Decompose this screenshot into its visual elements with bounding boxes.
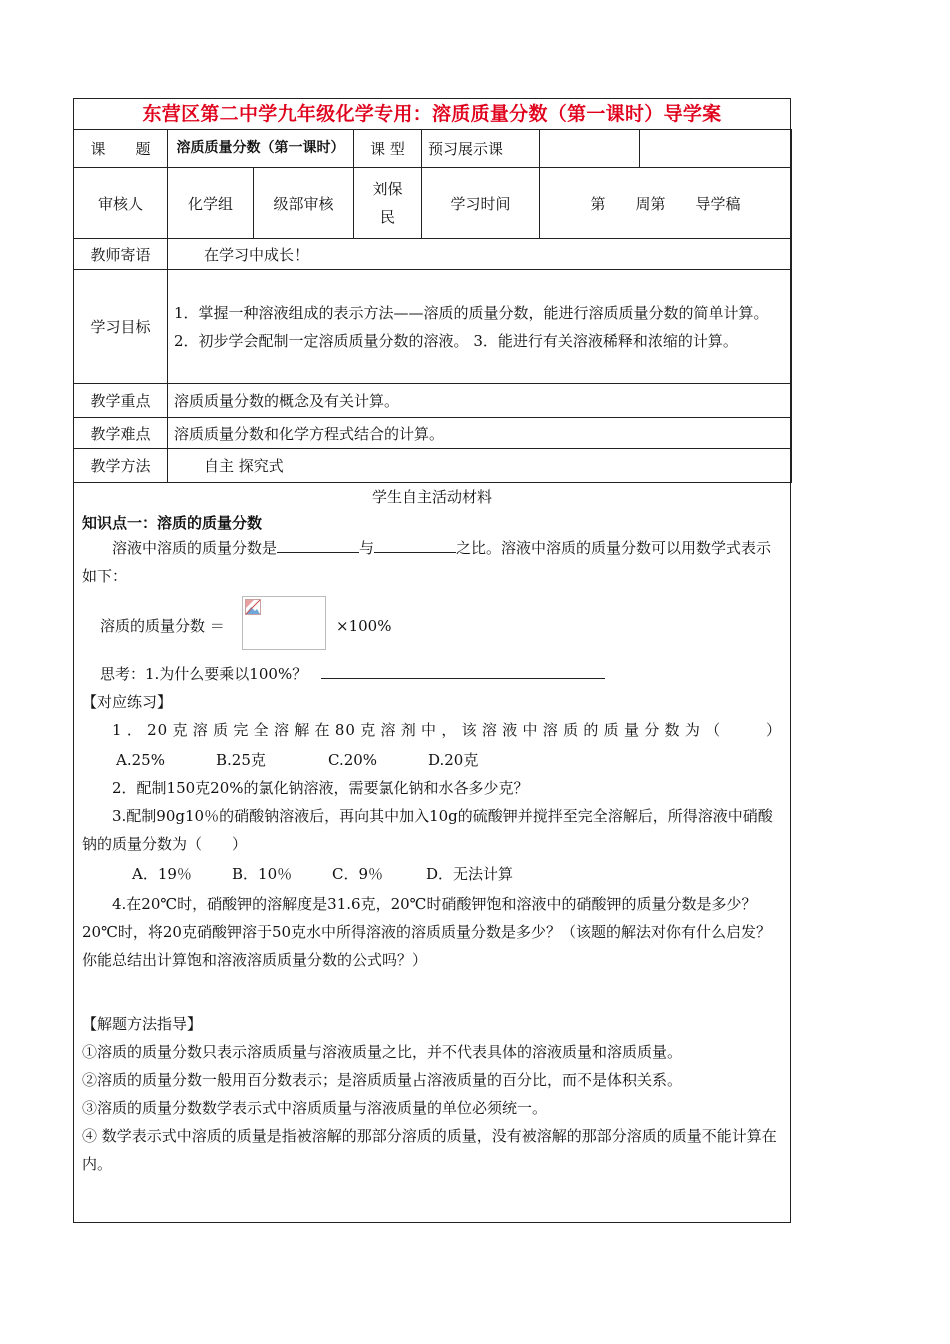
intro-part-c: 之比。溶液中溶质的质量分数可以用数学式表示如下： bbox=[82, 539, 772, 585]
info-row-goal bbox=[74, 270, 792, 384]
broken-image-icon bbox=[245, 599, 261, 615]
dept-value: 刘保民 bbox=[354, 168, 422, 239]
think-text: 思考：1.为什么要乘以100%？ bbox=[100, 665, 308, 683]
intro-part-b: 与 bbox=[359, 539, 375, 557]
guide-1: ①溶质的质量分数只表示溶质质量与溶液质量之比，并不代表具体的溶液质量和溶质质量。 bbox=[82, 1043, 683, 1061]
info-row-course bbox=[74, 130, 792, 168]
teacher-value: 在学习中成长！ bbox=[168, 239, 792, 270]
formula-multiplier: ×100% bbox=[336, 617, 392, 635]
key-label: 教学重点 bbox=[74, 384, 168, 418]
material-section bbox=[74, 482, 790, 1173]
knowledge-point-title: 知识点一：溶质的质量分数 bbox=[82, 514, 263, 532]
question-1: 1．20克溶质完全溶解在80克溶剂中，该溶液中溶质的质量分数为（ ） bbox=[112, 721, 782, 739]
method-value: 自主 探究式 bbox=[168, 449, 792, 483]
worksheet bbox=[73, 98, 791, 1223]
intro-part-a: 溶液中溶质的质量分数是 bbox=[112, 539, 278, 557]
q3-option-a: A．19％ bbox=[132, 865, 192, 883]
formula-label: 溶质的质量分数 ＝ bbox=[100, 617, 225, 635]
think-question bbox=[82, 660, 782, 688]
course-value: 溶质质量分数（第一课时） bbox=[168, 130, 354, 168]
page-title: 东营区第二中学九年级化学专用：溶质质量分数（第一课时）导学案 bbox=[74, 99, 790, 130]
course-label: 课 题 bbox=[74, 130, 168, 168]
reviewer-value: 化学组 bbox=[168, 168, 254, 239]
q3-option-b: B．10％ bbox=[232, 865, 293, 883]
reviewer-label: 审核人 bbox=[74, 168, 168, 239]
q1-option-c: C.20% bbox=[328, 751, 378, 769]
q3-option-d: D．无法计算 bbox=[426, 865, 514, 883]
info-row-reviewer bbox=[74, 168, 792, 239]
q1-option-a: A.25% bbox=[116, 751, 165, 769]
diff-label: 教学难点 bbox=[74, 418, 168, 449]
type-label: 课 型 bbox=[354, 130, 422, 168]
guide-4: ④ 数学表示式中溶质的质量是指被溶解的那部分溶质的质量，没有被溶解的那部分溶质的质量不能计算在内。 bbox=[82, 1127, 777, 1173]
info-table bbox=[73, 129, 792, 483]
material-heading: 学生自主活动材料 bbox=[371, 488, 492, 506]
time-label: 学习时间 bbox=[422, 168, 540, 239]
type-value: 预习展示课 bbox=[422, 130, 540, 168]
info-row-key bbox=[74, 384, 792, 418]
q1-option-d: D.20克 bbox=[428, 751, 479, 769]
goal-line-2: 2．初步学会配制一定溶质质量分数的溶液。 3．能进行有关溶液稀释和浓缩的计算。 bbox=[174, 331, 738, 350]
material-content bbox=[82, 512, 782, 1178]
goal-value bbox=[168, 270, 792, 384]
blank-2[interactable] bbox=[374, 536, 456, 553]
question-2: 2．配制150克20%的氯化钠溶液，需要氯化钠和水各多少克？ bbox=[112, 779, 529, 797]
key-value: 溶质质量分数的概念及有关计算。 bbox=[168, 384, 792, 418]
info-row-teacher bbox=[74, 239, 792, 270]
info-row-diff bbox=[74, 418, 792, 449]
q1-option-b: B.25克 bbox=[216, 751, 266, 769]
formula bbox=[82, 596, 782, 660]
intro-paragraph bbox=[82, 534, 782, 590]
empty-cell-2 bbox=[640, 130, 792, 168]
empty-cell-1 bbox=[540, 130, 640, 168]
q3-option-c: C．9％ bbox=[332, 865, 384, 883]
diff-value: 溶质质量分数和化学方程式结合的计算。 bbox=[168, 418, 792, 449]
method-label: 教学方法 bbox=[74, 449, 168, 483]
guide-3: ③溶质的质量分数数学表示式中溶质质量与溶液质量的单位必须统一。 bbox=[82, 1099, 548, 1117]
teacher-label: 教师寄语 bbox=[74, 239, 168, 270]
practice-heading: 【对应练习】 bbox=[82, 693, 173, 711]
dept-label: 级部审核 bbox=[254, 168, 354, 239]
question-3: 3.配制90g10％的硝酸钠溶液后，再向其中加入10g的硫酸钾并搅拌至完全溶解后，所得溶液中硝酸钠的质量分数为（ ） bbox=[82, 807, 773, 853]
question-3-options bbox=[82, 860, 782, 888]
time-value: 第 周第 导学稿 bbox=[540, 168, 792, 239]
goal-label: 学习目标 bbox=[74, 270, 168, 384]
question-1-options bbox=[82, 746, 782, 774]
guide-2: ②溶质的质量分数一般用百分数表示；是溶质质量占溶液质量的百分比，而不是体积关系。 bbox=[82, 1071, 683, 1089]
think-answer-line[interactable] bbox=[321, 662, 605, 679]
formula-image-placeholder bbox=[242, 596, 326, 650]
blank-1[interactable] bbox=[277, 536, 359, 553]
info-row-method bbox=[74, 449, 792, 483]
question-4: 4.在20℃时，硝酸钾的溶解度是31.6克，20℃时硝酸钾饱和溶液中的硝酸钾的质量分数是多少？20℃时，将20克硝酸钾溶于50克水中所得溶液的溶质质量分数是多少？（该题的解法对你有什么启发？你能总结出计算饱和溶液溶质质量分数的公式吗？） bbox=[82, 895, 772, 969]
goal-line-1: 1．掌握一种溶液组成的表示方法——溶质的质量分数，能进行溶质质量分数的简单计算。 bbox=[174, 303, 769, 322]
guide-heading: 【解题方法指导】 bbox=[82, 1015, 203, 1033]
